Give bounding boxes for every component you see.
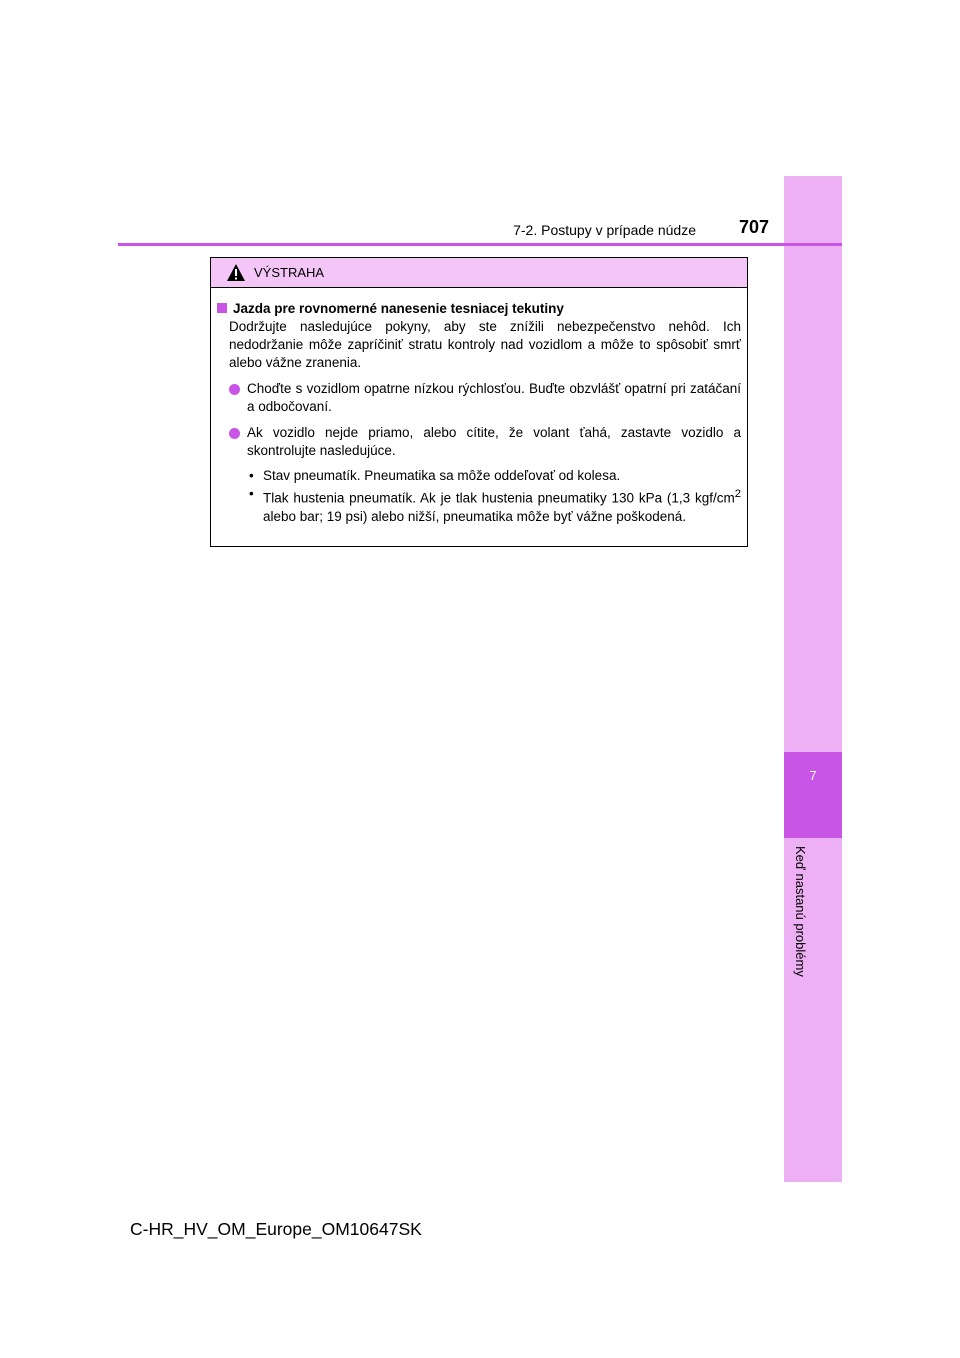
warning-heading [217,300,741,318]
square-bullet-icon [217,303,227,313]
check-list-item-text-continued: alebo bar; 19 psi) alebo nižší, pneumatika môže byť vážne poškodená. [263,508,687,524]
check-list-item-text: Stav pneumatík. Pneumatika sa môže oddeľovať od kolesa. [263,468,621,483]
dot-marker: • [249,468,254,483]
warning-bullet-text: Choďte s vozidlom opatrne nízkou rýchlosťou. Buďte obzvlášť opatrní pri zatáčaní a odbočovaní. [247,381,741,414]
warning-title: VÝSTRAHA [254,265,325,280]
dot-marker: • [249,486,254,501]
chapter-title: Keď nastanú problémy [793,846,808,977]
warning-bullet [229,380,741,416]
chapter-side-tab [784,176,842,1182]
check-list [247,467,741,526]
warning-body [211,288,747,526]
document-code: C-HR_HV_OM_Europe_OM10647SK [130,1219,422,1239]
page-number: 707 [739,217,770,237]
chapter-number: 7 [809,768,817,783]
section-title: 7-2. Postupy v prípade núdze [513,222,696,238]
superscript: 2 [734,488,741,500]
circle-bullet-icon [229,384,240,395]
check-list-item [247,467,741,485]
check-list-item [247,485,741,526]
header-rule [118,243,842,246]
warning-box [210,257,748,547]
warning-heading-text: Jazda pre rovnomerné nanesenie tesniacej tekutiny [233,301,564,316]
warning-intro: Dodržujte nasledujúce pokyny, aby ste znížili nebezpečenstvo nehôd. Ich nedodržanie môže zapríčiniť stratu kontroly nad vozidlom a môže to spôsobiť smrť alebo vážne zranenia. [229,319,741,370]
check-list-item-text: Tlak hustenia pneumatík. Ak je tlak hustenia pneumatiky 130 kPa (1,3 kgf/cm [263,490,735,506]
warning-triangle-icon [226,263,246,282]
chapter-tab-active [784,752,842,838]
warning-bullet [229,424,741,460]
warning-header [211,258,747,288]
circle-bullet-icon [229,428,240,439]
warning-bullet-text: Ak vozidlo nejde priamo, alebo cítite, že volant ťahá, zastavte vozidlo a skontrolujte nasledujúce. [247,425,741,458]
